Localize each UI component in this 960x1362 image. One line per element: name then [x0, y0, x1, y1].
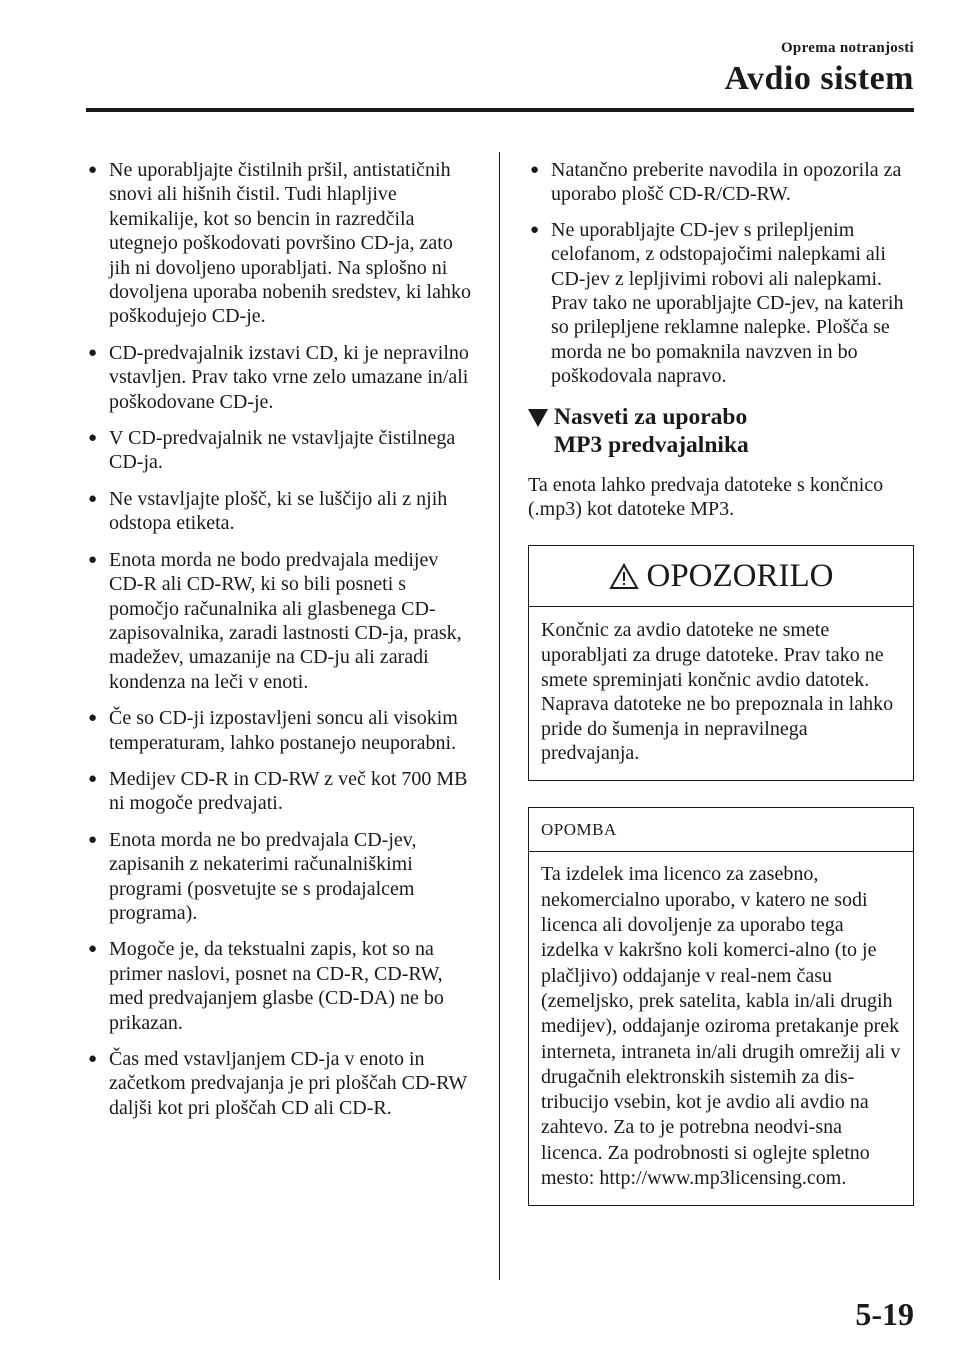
warning-text: Končnic za avdio datoteke ne smete uporabljati za druge datoteke. Prav tako ne smete spreminjati končnic avdio datotek. Naprava datoteke ne bo prepoznala in lahko pride do šumenja in nepravilnega predvajanja. [541, 619, 894, 765]
header-rule [86, 108, 914, 112]
triangle-down-icon [528, 409, 548, 427]
intro-paragraph: Ta enota lahko predvaja datoteke s končnico (.mp3) kot datoteke MP3. [528, 473, 884, 521]
list-item: ● Enota morda ne bodo predvajala medijev CD-R ali CD-RW, ki so bili posneti s pomočjo računalnika ali glasbenega CD-zapisovalnika, zaradi lastnosti CD-ja, prask, madežev, umazanije na CD-ju ali zaradi kondenza na leči v enoti. [88, 548, 462, 693]
note-title: OPOMBA [529, 808, 913, 852]
section-heading: Nasveti za uporabo MP3 predvajalnika [528, 403, 918, 459]
list-item: ● Če so CD-ji izpostavljeni soncu ali visokim temperaturam, lahko postanejo neuporabni. [88, 707, 458, 754]
bullet-icon: ● [88, 831, 98, 848]
bullet-icon: ● [88, 344, 98, 361]
bullet-icon: ● [88, 710, 98, 727]
list-item: ● Ne uporabljajte CD-jev s prilepljenim celofanom, z odstopajočimi nalepkami ali CD-jev z lepljivimi robovi ali nalepkami. Prav tako ne uporabljajte CD-jev, na katerih so prilepljene reklamne nalepke. Plošča se morda ne bo pomaknila navzven in bo poškodovala napravo. [530, 218, 904, 388]
bullet-icon: ● [88, 770, 98, 787]
note-box [528, 807, 914, 1206]
page-title: Avdio sistem [724, 60, 914, 97]
note-text: Ta izdelek ima licenco za zasebno, nekomercialno uporabo, v katero ne sodi licenca ali dovoljenje za uporabo tega izdelka v kakršno koli komerci-alno (to je plačljivo) oddajanje v real-nem času (zemeljsko, prek satelita, kabla in/ali drugih medijev), oddajanje oziroma pretakanje prek interneta, intraneta in/ali drugih omrežij ali v drugačnih elektronskih sistemih za dis-tribucijo vsebin, kot je avdio ali avdio na zahtevo. Za to je potrebna neodvi-sna licenca. Za podrobnosti si oglejte spletno mesto: http://www.mp3licensing.com. [541, 863, 901, 1189]
bullet-icon: ● [88, 1051, 98, 1067]
warning-icon [609, 563, 639, 590]
list-item: ● Ne vstavljajte plošč, ki se luščijo ali z njih odstopa etiketa. [88, 487, 448, 535]
warning-box [528, 545, 914, 781]
bullet-icon: ● [88, 490, 98, 507]
list-item: ● Natančno preberite navodila in opozorila za uporabo plošč CD-R/CD-RW. [530, 159, 902, 206]
left-bullet-list [86, 158, 476, 1120]
right-bullet-list [528, 158, 918, 389]
column-divider [499, 152, 500, 1280]
list-item: ● Čas med vstavljanjem CD-ja v enoto in začetkom predvajanja je pri ploščah CD-RW daljši kot pri ploščah CD ali CD-R. [88, 1048, 467, 1119]
bullet-icon: ● [530, 162, 540, 178]
list-item: ● CD-predvajalnik izstavi CD, ki je nepravilno vstavljen. Prav tako vrne zelo umazane in/ali poškodovane CD-je. [88, 341, 469, 413]
list-item: ● Mogoče je, da tekstualni zapis, kot so na primer naslovi, posnet na CD-R, CD-RW, med predvajanjem glasbe (CD-DA) ne bo prikazan. [88, 938, 444, 1034]
bullet-icon: ● [88, 430, 98, 447]
right-column [528, 158, 918, 1206]
list-item: ● V CD-predvajalnik ne vstavljajte čistilnega CD-ja. [88, 427, 456, 474]
warning-title: OPOZORILO [646, 558, 834, 595]
left-column [86, 158, 476, 1132]
bullet-icon: ● [88, 551, 98, 568]
bullet-icon: ● [530, 221, 540, 238]
section-name: Oprema notranjosti [780, 40, 914, 56]
page-number: 5-19 [855, 1296, 914, 1332]
list-item: ● Medijev CD-R in CD-RW z več kot 700 MB ni mogoče predvajati. [88, 767, 468, 815]
list-item: ● Ne uporabljajte čistilnih pršil, antistatičnih snovi ali hišnih čistil. Tudi hlapljive kemikalije, kot so bencin in razredčila utegnejo poškodovati površino CD-ja, zato jih ni dovoljeno uporabljati. Na splošno ni dovoljena uporaba nobenih sredstev, ki lahko poškodujejo CD-je. [88, 159, 471, 328]
bullet-icon: ● [88, 941, 98, 958]
warning-header [529, 546, 913, 607]
list-item: ● Enota morda ne bo predvajala CD-jev, zapisanih z nekaterimi računalniškimi programi (posvetujte se s prodajalcem programa). [88, 828, 417, 924]
bullet-icon: ● [88, 162, 98, 178]
